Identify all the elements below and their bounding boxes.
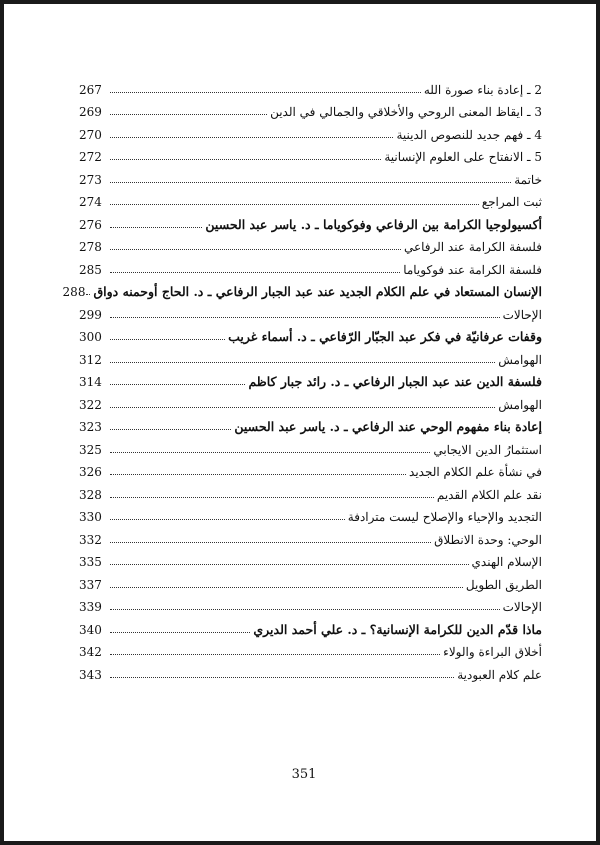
dot-leader [110,474,406,475]
toc-entry-title: 2 ـ إعادة بناء صورة الله [423,82,542,97]
dot-leader [110,92,421,93]
toc-entry [79,322,542,345]
toc-entry-page: 273 [79,172,102,187]
toc-entry [79,254,542,277]
toc-entry [79,299,542,322]
toc-entry [79,614,542,637]
toc-entry-title: 3 ـ ايقاظ المعنى الروحي والأخلاقي والجمالي في الدين [270,105,542,119]
toc-entry-page: 314 [79,375,102,389]
toc-entry [79,367,542,390]
toc-entry-page: 332 [79,532,102,547]
toc-entry-title: الإحالات [502,307,542,322]
toc-entry-title: نقد علم الكلام القديم [436,487,542,502]
toc-entry-page: 325 [79,442,102,457]
dot-leader [110,159,381,160]
page-number: 351 [291,767,317,782]
toc-entry [79,412,542,435]
toc-entry [79,142,542,165]
toc-entry-title: في نشأة علم الكلام الجديد [409,465,542,479]
toc-entry-title: أخلاق البراءة والولاء [443,645,542,659]
dot-leader [86,294,90,295]
toc-entry [79,119,542,142]
toc-entry [79,209,542,232]
table-of-contents [62,74,542,682]
toc-entry-title: الهوامش [498,352,542,367]
toc-entry-title: ماذا قدّم الدين للكرامة الإنسانية؟ ـ د. علي أحمد الديري [253,621,542,637]
dot-leader [110,182,511,183]
toc-entry [79,479,542,502]
toc-entry-title: وقفات عرفانيّة في فكر عبد الجبّار الرّفاعي ـ د. أسماء غريب [228,329,542,344]
toc-entry-title: الوحي: وحدة الانطلاق [434,532,542,547]
toc-entry-title: أكسيولوجيا الكرامة بين الرفاعي وفوكوياما ـ د. ياسر عبد الحسين [205,216,542,232]
dot-leader [110,227,202,228]
toc-entry-page: 274 [79,195,102,209]
dot-leader [110,249,401,250]
dot-leader [110,609,500,610]
toc-entry-page: 323 [79,420,102,434]
toc-entry-page: 272 [79,150,102,164]
toc-entry-page: 299 [79,307,102,322]
toc-entry [79,502,542,525]
toc-entry [79,434,542,457]
toc-entry-page: 278 [79,240,102,254]
toc-entry [79,389,542,412]
toc-entry-page: 343 [79,667,102,682]
toc-entry-page: 326 [79,465,102,479]
toc-entry [79,457,542,480]
toc-entry-title: الهوامش [498,397,542,412]
toc-entry-title: ثبت المراجع [481,195,542,209]
toc-entry-page: 339 [79,600,102,614]
toc-entry-page: 335 [79,555,102,569]
dot-leader [110,654,440,655]
toc-entry-title: خاتمة [514,172,542,187]
toc-entry-title: 5 ـ الانفتاح على العلوم الإنسانية [384,150,542,164]
toc-entry [79,547,542,570]
dot-leader [110,137,393,138]
toc-entry [79,187,542,210]
dot-leader [110,272,400,273]
toc-entry-title: استثمارُ الدين الايجابي [433,442,542,457]
toc-entry-title: علم كلام العبودية [457,667,542,682]
toc-entry-page: 328 [79,487,102,502]
toc-entry-title: فلسفة الكرامة عند الرفاعي [403,240,542,254]
toc-entry [79,569,542,592]
toc-entry [79,344,542,367]
toc-entry-title: الإحالات [502,600,542,614]
dot-leader [110,564,469,565]
dot-leader [110,587,463,588]
toc-entry-page: 288 [62,285,86,299]
toc-entry [79,592,542,615]
toc-entry-title: فلسفة الكرامة عند فوكوياما [403,262,542,277]
toc-entry-page: 340 [79,622,102,637]
toc-entry-title: الإنسان المستعاد في علم الكلام الجديد عند عبد الجبار الرفاعي ـ د. الحاج أوحمنه دواق [93,284,542,299]
dot-leader [110,542,431,543]
toc-entry [62,277,542,300]
dot-leader [110,452,430,453]
dot-leader [110,362,495,363]
toc-entry-page: 337 [79,577,102,592]
toc-entry-page: 276 [79,217,102,232]
dot-leader [110,677,454,678]
toc-entry-title: التجديد والإحياء والإصلاح ليست مترادفة [347,510,542,524]
dot-leader [110,632,250,633]
toc-entry-page: 269 [79,105,102,119]
toc-entry-page: 270 [79,127,102,142]
dot-leader [110,339,225,340]
toc-entry-page: 312 [79,352,102,367]
toc-entry-page: 330 [79,510,102,524]
toc-entry-page: 267 [79,82,102,97]
dot-leader [110,497,434,498]
toc-entry [79,97,542,120]
toc-entry-title: الإسلام الهندي [471,555,542,569]
toc-entry-title: إعادة بناء مفهوم الوحي عند الرفاعي ـ د. ياسر عبد الحسين [234,419,542,434]
toc-entry [79,659,542,682]
dot-leader [110,384,245,385]
dot-leader [110,114,267,115]
toc-entry-title: الطريق الطويل [465,577,542,592]
toc-entry [79,164,542,187]
toc-entry-title: فلسفة الدين عند عبد الجبار الرفاعي ـ د. رائد جبار كاظم [248,374,542,389]
dot-leader [110,519,345,520]
dot-leader [110,204,479,205]
toc-entry-page: 342 [79,645,102,659]
toc-entry-page: 285 [79,262,102,277]
toc-entry-page: 322 [79,397,102,412]
toc-entry-page: 300 [79,330,102,344]
toc-entry-title: 4 ـ فهم جديد للنصوص الدينية [396,127,542,142]
toc-entry [79,74,542,97]
dot-leader [110,317,500,318]
dot-leader [110,429,231,430]
dot-leader [110,407,495,408]
toc-entry [79,637,542,660]
toc-entry [79,524,542,547]
toc-entry [79,232,542,255]
